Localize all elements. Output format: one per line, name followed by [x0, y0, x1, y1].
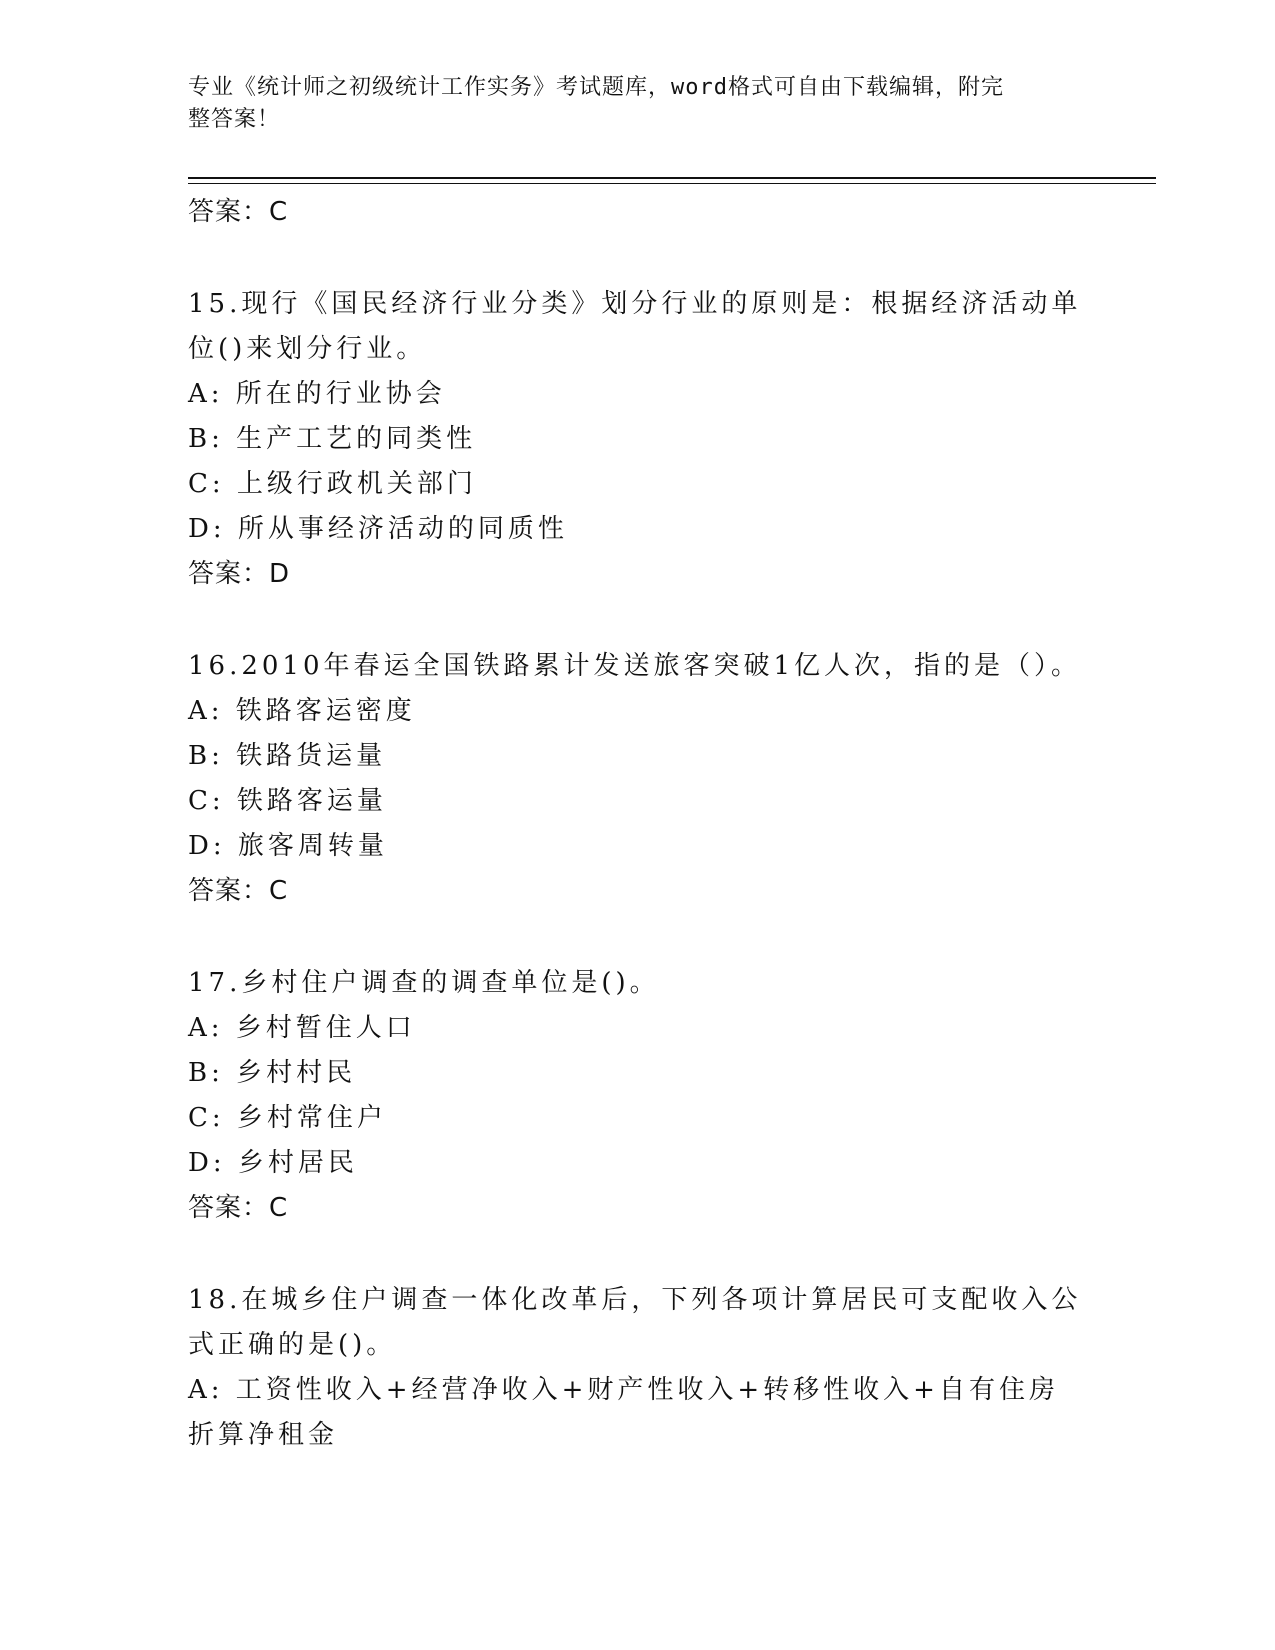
header-line-2: 整答案！ [188, 107, 281, 132]
answer: 答案：C [188, 876, 289, 906]
option-a: A: 所在的行业协会 [188, 379, 446, 409]
option-b: B: 乡村村民 [188, 1058, 357, 1088]
option-c: C: 乡村常住户 [188, 1103, 387, 1133]
option-a: A: 乡村暂住人口 [188, 1013, 416, 1043]
option-a: A: 铁路客运密度 [188, 696, 416, 726]
question-text: 16.2010年春运全国铁路累计发送旅客突破1亿人次，指的是（）。 [188, 651, 1082, 681]
question-text: 15.现行《国民经济行业分类》划分行业的原则是：根据经济活动单位()来划分行业。 [188, 289, 1082, 364]
option-d: D: 所从事经济活动的同质性 [188, 514, 568, 544]
question-list [188, 190, 1088, 1458]
option-c: C: 铁路客运量 [188, 786, 387, 816]
option-b: B: 铁路货运量 [188, 741, 387, 771]
question-18 [188, 1278, 1088, 1458]
header-divider-thick [188, 177, 1156, 179]
answer-14: 答案：C [188, 197, 289, 227]
option-a: A: 工资性收入+经营净收入+财产性收入+转移性收入+自有住房折算净租金 [188, 1375, 1059, 1450]
option-c: C: 上级行政机关部门 [188, 469, 477, 499]
header-line-1: 专业《统计师之初级统计工作实务》考试题库，word格式可自由下载编辑，附完 [188, 75, 1004, 100]
answer: 答案：C [188, 1193, 289, 1223]
question-17 [188, 961, 1088, 1230]
question-15 [188, 282, 1088, 596]
document-header [188, 72, 1068, 136]
header-divider-thin [188, 183, 1156, 184]
answer: 答案：D [188, 559, 291, 589]
question-text: 17.乡村住户调查的调查单位是()。 [188, 968, 660, 998]
option-d: D: 旅客周转量 [188, 831, 388, 861]
option-d: D: 乡村居民 [188, 1148, 358, 1178]
question-16 [188, 644, 1088, 913]
option-b: B: 生产工艺的同类性 [188, 424, 477, 454]
question-text: 18.在城乡住户调查一体化改革后，下列各项计算居民可支配收入公式正确的是()。 [188, 1285, 1082, 1360]
